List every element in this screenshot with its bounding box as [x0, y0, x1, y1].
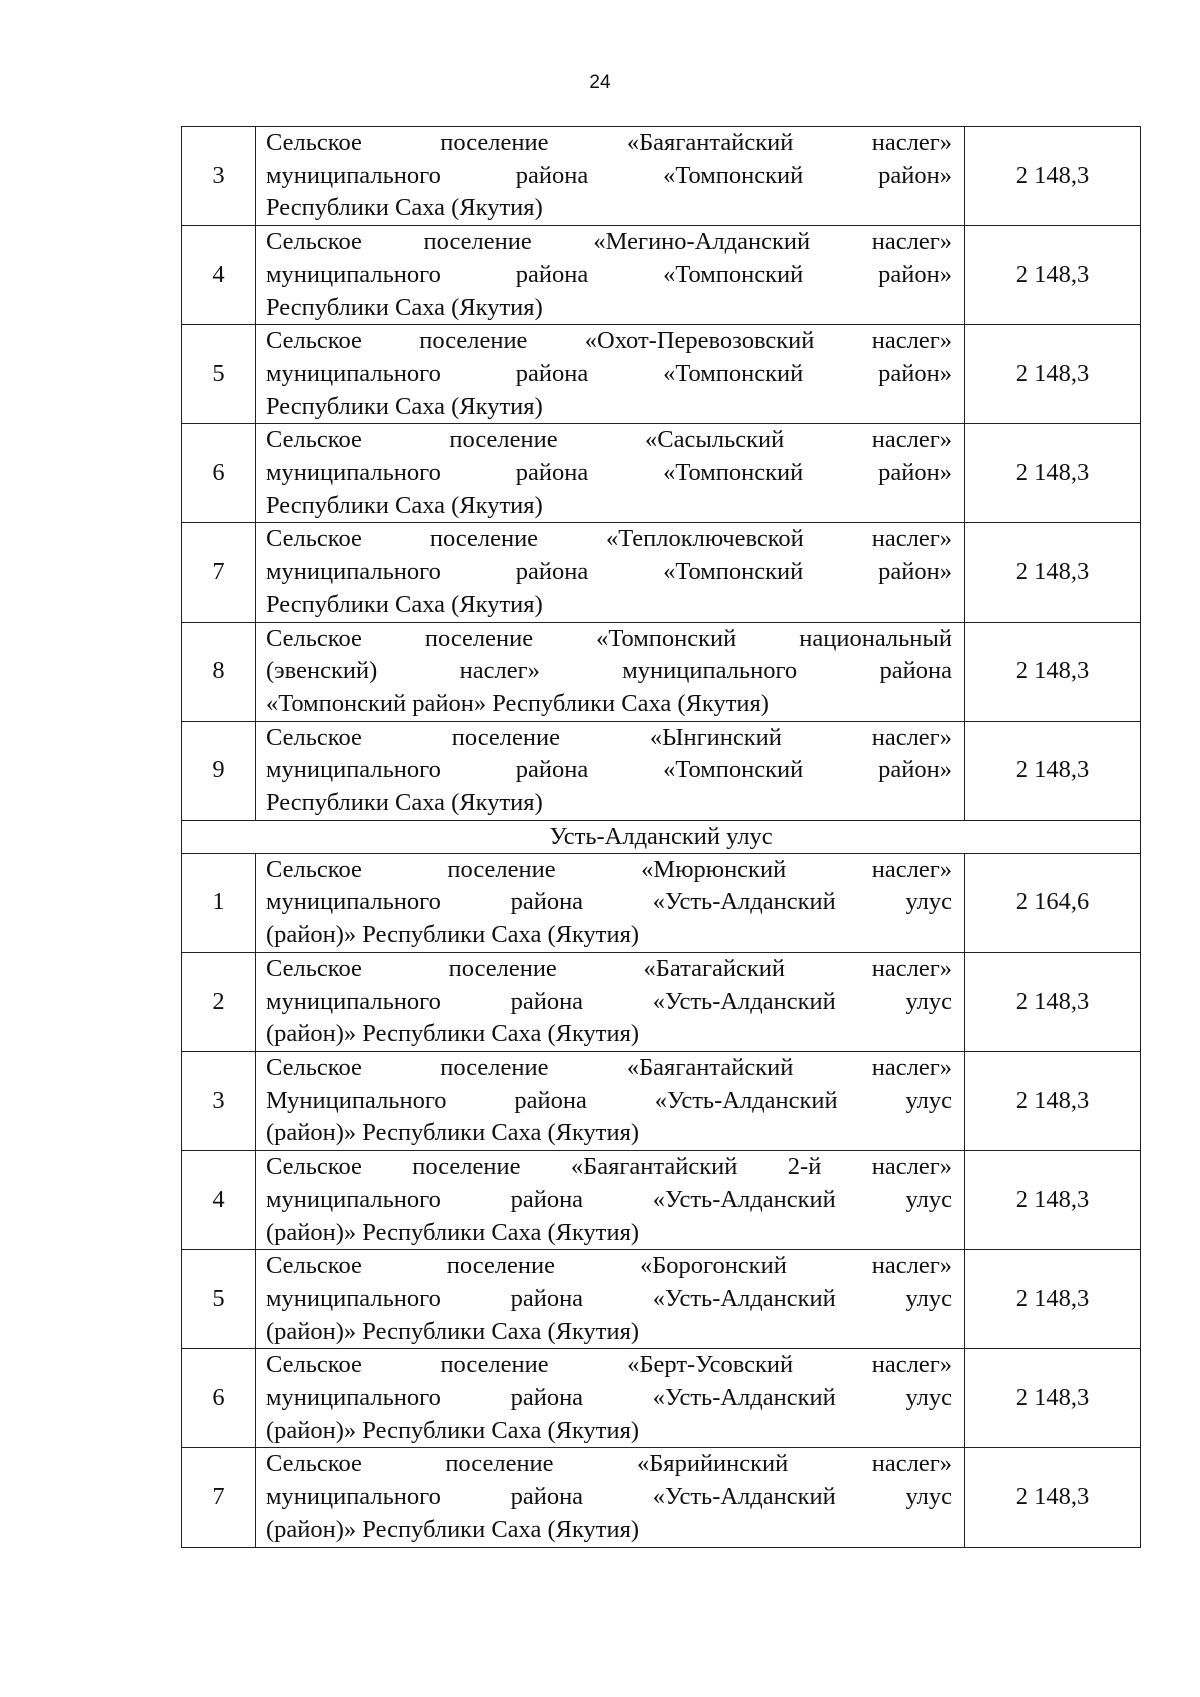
settlement-name-line: Республики Саха (Якутия) [266, 194, 543, 222]
amount-value: 2 148,3 [965, 1349, 1141, 1448]
amount-value: 2 164,6 [965, 853, 1141, 952]
settlement-name-line: Сельское поселение «Берт-Усовский наслег» [266, 1351, 952, 1379]
settlement-name-line: муниципального района «Томпонский район» [266, 459, 952, 487]
settlement-name [256, 721, 965, 820]
settlement-name [256, 1250, 965, 1349]
settlement-name-line: Сельское поселение «Бярийинский наслег» [266, 1450, 952, 1478]
settlement-name-line: муниципального района «Усть-Алданский улус [266, 1185, 952, 1213]
allocation-table [181, 126, 1141, 1548]
settlement-name-line: (эвенский) наслег» муниципального района [266, 657, 952, 685]
settlement-name-line: Сельское поселение «Охот-Перевозовский наслег» [266, 327, 952, 355]
row-number: 6 [182, 1349, 256, 1448]
settlement-name-line: Сельское поселение «Теплоключевской наслег» [266, 525, 952, 553]
settlement-name [256, 853, 965, 952]
table-row [182, 226, 1141, 325]
settlement-name-line: муниципального района «Усть-Алданский улус [266, 1284, 952, 1312]
table-row [182, 1448, 1141, 1547]
settlement-name-line: (район)» Республики Саха (Якутия) [266, 1020, 640, 1048]
settlement-name-line: муниципального района «Усть-Алданский улус [266, 888, 952, 916]
table-row [182, 622, 1141, 721]
amount-value: 2 148,3 [965, 1448, 1141, 1547]
amount-value: 2 148,3 [965, 127, 1141, 226]
amount-value: 2 148,3 [965, 721, 1141, 820]
page-number: 24 [589, 72, 611, 93]
settlement-name-line: муниципального района «Усть-Алданский улус [266, 1483, 952, 1511]
table-row [182, 325, 1141, 424]
row-number: 5 [182, 325, 256, 424]
settlement-name-line: Сельское поселение «Баягантайский 2-й наслег» [266, 1153, 952, 1181]
settlement-name-line: Муниципального района «Усть-Алданский улус [266, 1086, 952, 1114]
section-header-row [182, 820, 1141, 853]
amount-value: 2 148,3 [965, 523, 1141, 622]
settlement-name-line: муниципального района «Усть-Алданский улус [266, 987, 952, 1015]
settlement-name-line: Сельское поселение «Томпонский национальный [266, 624, 952, 652]
settlement-name [256, 622, 965, 721]
table-row [182, 523, 1141, 622]
table-row [182, 424, 1141, 523]
amount-value: 2 148,3 [965, 1250, 1141, 1349]
settlement-name-line: муниципального района «Томпонский район» [266, 359, 952, 387]
settlement-name-line: (район)» Республики Саха (Якутия) [266, 921, 640, 949]
row-number: 3 [182, 1051, 256, 1150]
row-number: 3 [182, 127, 256, 226]
settlement-name [256, 226, 965, 325]
table-row [182, 952, 1141, 1051]
settlement-name [256, 523, 965, 622]
row-number: 4 [182, 1151, 256, 1250]
amount-value: 2 148,3 [965, 1051, 1141, 1150]
table-row [182, 721, 1141, 820]
settlement-name-line: муниципального района «Томпонский район» [266, 161, 952, 189]
amount-value: 2 148,3 [965, 226, 1141, 325]
table-row [182, 1151, 1141, 1250]
settlement-name-line: (район)» Республики Саха (Якутия) [266, 1218, 640, 1246]
settlement-name-line: муниципального района «Томпонский район» [266, 260, 952, 288]
settlement-name [256, 1349, 965, 1448]
settlement-name-line: (район)» Республики Саха (Якутия) [266, 1416, 640, 1444]
settlement-name-line: Республики Саха (Якутия) [266, 293, 543, 321]
settlement-name [256, 424, 965, 523]
table-body [182, 127, 1141, 1548]
settlement-name-line: «Томпонский район» Республики Саха (Якутия) [266, 689, 769, 717]
amount-value: 2 148,3 [965, 622, 1141, 721]
settlement-name-line: Сельское поселение «Борогонский наслег» [266, 1252, 952, 1280]
settlement-name-line: муниципального района «Томпонский район» [266, 756, 952, 784]
section-title: Усть-Алданский улус [182, 820, 1141, 853]
settlement-name-line: Сельское поселение «Мюрюнский наслег» [266, 855, 952, 883]
settlement-name-line: муниципального района «Томпонский район» [266, 558, 952, 586]
settlement-name [256, 1151, 965, 1250]
settlement-name [256, 1051, 965, 1150]
table-row [182, 127, 1141, 226]
row-number: 7 [182, 1448, 256, 1547]
row-number: 4 [182, 226, 256, 325]
settlement-name-line: Сельское поселение «Мегино-Алданский наслег» [266, 228, 952, 256]
settlement-name-line: Сельское поселение «Батагайский наслег» [266, 954, 952, 982]
row-number: 8 [182, 622, 256, 721]
settlement-name-line: Республики Саха (Якутия) [266, 789, 543, 817]
settlement-name [256, 952, 965, 1051]
settlement-name [256, 127, 965, 226]
row-number: 1 [182, 853, 256, 952]
row-number: 6 [182, 424, 256, 523]
settlement-name-line: Сельское поселение «Сасыльский наслег» [266, 426, 952, 454]
settlement-name-line: Республики Саха (Якутия) [266, 491, 543, 519]
settlement-name-line: Сельское поселение «Ынгинский наслег» [266, 723, 952, 751]
amount-value: 2 148,3 [965, 952, 1141, 1051]
row-number: 7 [182, 523, 256, 622]
settlement-name-line: Сельское поселение «Баягантайский наслег» [266, 129, 952, 156]
settlement-name [256, 325, 965, 424]
settlement-name [256, 1448, 965, 1547]
settlement-name-line: Сельское поселение «Баягантайский наслег» [266, 1053, 952, 1081]
settlement-name-line: (район)» Республики Саха (Якутия) [266, 1119, 640, 1147]
settlement-name-line: (район)» Республики Саха (Якутия) [266, 1317, 640, 1345]
settlement-name-line: муниципального района «Усть-Алданский улус [266, 1384, 952, 1412]
settlement-name-line: Республики Саха (Якутия) [266, 392, 543, 420]
row-number: 9 [182, 721, 256, 820]
table-row [182, 1250, 1141, 1349]
table-row [182, 1349, 1141, 1448]
table-row [182, 853, 1141, 952]
amount-value: 2 148,3 [965, 325, 1141, 424]
table-row [182, 1051, 1141, 1150]
row-number: 2 [182, 952, 256, 1051]
amount-value: 2 148,3 [965, 1151, 1141, 1250]
row-number: 5 [182, 1250, 256, 1349]
settlement-name-line: (район)» Республики Саха (Якутия) [266, 1515, 640, 1543]
amount-value: 2 148,3 [965, 424, 1141, 523]
settlement-name-line: Республики Саха (Якутия) [266, 590, 543, 618]
